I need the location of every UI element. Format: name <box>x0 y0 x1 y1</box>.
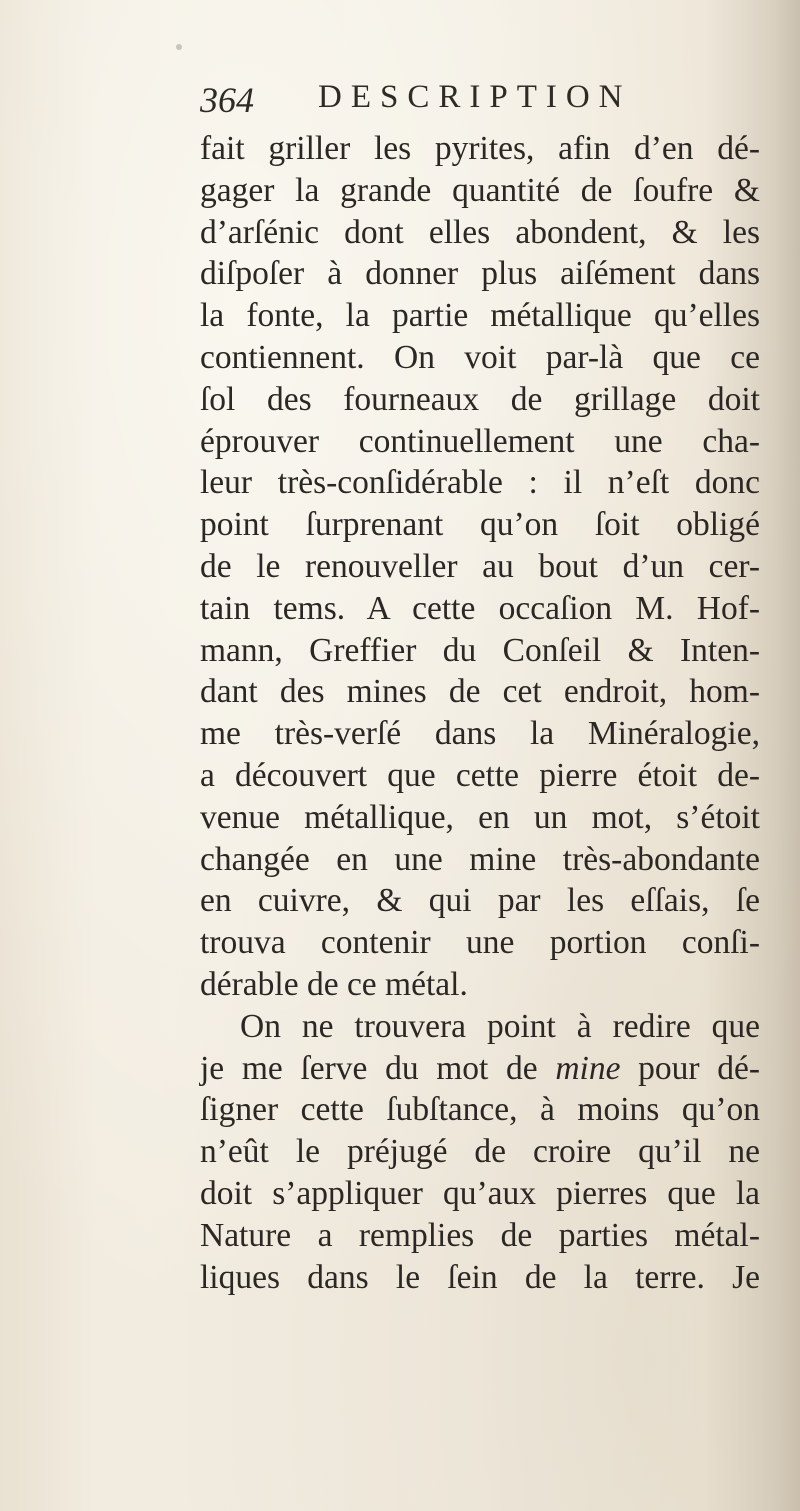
paragraph-2 <box>200 1006 760 1299</box>
paragraph-1 <box>200 128 760 1006</box>
page-number: 364 <box>200 80 254 120</box>
text-line: point ſurprenant qu’on ſoit obligé <box>200 506 760 544</box>
text-line: en cuivre, & qui par les eſſais, ſe <box>200 882 760 920</box>
text-line: On ne trouvera point à redire que <box>240 1007 760 1045</box>
text-line: venue métallique, en un mot, s’étoit <box>200 798 760 836</box>
text-line: me très-verſé dans la Minéralogie, <box>200 715 760 753</box>
text-line: la fonte, la partie métallique qu’elles <box>200 297 760 335</box>
text-line: liques dans le ſein de la terre. Je <box>200 1258 760 1296</box>
text-line: leur très-conſidérable : il n’eſt donc <box>200 464 760 502</box>
text-line: gager la grande quantité de ſoufre & <box>200 171 760 209</box>
text-line: ſigner cette ſubſtance, à moins qu’on <box>200 1091 760 1129</box>
page-header <box>200 75 720 125</box>
text-line: contiennent. On voit par-là que ce <box>200 338 760 376</box>
text-line: doit s’appliquer qu’aux pierres que la <box>200 1174 760 1212</box>
text-fragment: je me ſerve du mot de <box>200 1049 556 1087</box>
text-line: d’arſénic dont elles abondent, & les <box>200 213 760 251</box>
text-line: dérable de ce métal. <box>200 965 468 1003</box>
italic-word: mine <box>555 1049 621 1087</box>
text-line: Nature a remplies de parties métal- <box>200 1216 760 1254</box>
text-line: n’eût le préjugé de croire qu’il ne <box>200 1133 760 1171</box>
text-line: fait griller les pyrites, afin d’en dé- <box>200 130 760 167</box>
text-line: de le renouveller au bout d’un cer- <box>200 547 760 585</box>
text-line: a découvert que cette pierre étoit de- <box>200 756 760 794</box>
running-head: DESCRIPTION <box>318 79 632 115</box>
text-line: ſol des fourneaux de grillage doit <box>200 380 760 418</box>
body-text <box>200 128 760 1298</box>
text-line: mann, Greffier du Conſeil & Inten- <box>200 631 760 669</box>
text-line: tain tems. A cette occaſion M. Hof- <box>200 589 760 627</box>
text-fragment: pour dé- <box>620 1049 760 1087</box>
text-line: dant des mines de cet endroit, hom- <box>200 673 760 711</box>
text-line: éprouver continuellement une cha- <box>200 422 760 460</box>
ink-smudge <box>176 44 182 50</box>
text-line: diſpoſer à donner plus aiſément dans <box>200 255 760 293</box>
text-line: trouva contenir une portion conſi- <box>200 924 760 962</box>
text-line <box>200 1048 760 1090</box>
text-line: changée en une mine très-abondante <box>200 840 760 878</box>
